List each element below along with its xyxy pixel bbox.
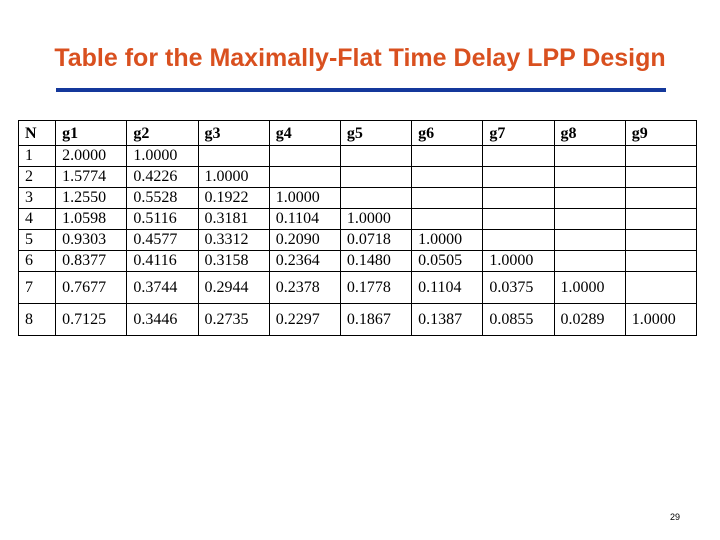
header-g3: g3	[198, 121, 269, 146]
table-cell	[554, 251, 625, 272]
table-cell: 0.3744	[127, 272, 198, 304]
table-cell	[340, 167, 411, 188]
table-cell: 1.0000	[269, 188, 340, 209]
table-cell	[625, 251, 696, 272]
table-cell	[483, 146, 554, 167]
table-cell: 0.1387	[412, 304, 483, 336]
table-cell: 0.0505	[412, 251, 483, 272]
table-cell: 0.2735	[198, 304, 269, 336]
table-row	[19, 146, 697, 167]
table-cell: 1.0000	[198, 167, 269, 188]
table-cell: 0.2364	[269, 251, 340, 272]
table-header-row	[19, 121, 697, 146]
table-cell: 0.9303	[56, 230, 127, 251]
header-g9: g9	[625, 121, 696, 146]
table-cell	[483, 167, 554, 188]
table-cell: 2	[19, 167, 56, 188]
table-cell	[340, 146, 411, 167]
table-cell	[269, 167, 340, 188]
table-cell: 0.1104	[269, 209, 340, 230]
header-g6: g6	[412, 121, 483, 146]
table-cell	[625, 167, 696, 188]
table-cell: 8	[19, 304, 56, 336]
table-cell: 1	[19, 146, 56, 167]
table-cell: 0.0718	[340, 230, 411, 251]
prototype-element-table	[18, 120, 697, 336]
table-cell	[269, 146, 340, 167]
table-cell: 0.4226	[127, 167, 198, 188]
table-cell	[625, 230, 696, 251]
table-cell	[412, 146, 483, 167]
table-cell: 0.2378	[269, 272, 340, 304]
table-cell: 4	[19, 209, 56, 230]
table-cell: 1.0000	[625, 304, 696, 336]
header-g8: g8	[554, 121, 625, 146]
table-row	[19, 188, 697, 209]
table-cell: 0.5528	[127, 188, 198, 209]
table-cell: 1.0598	[56, 209, 127, 230]
table-cell: 0.8377	[56, 251, 127, 272]
table-cell	[554, 146, 625, 167]
table-cell: 0.1104	[412, 272, 483, 304]
table-cell: 2.0000	[56, 146, 127, 167]
table-cell	[625, 272, 696, 304]
header-g5: g5	[340, 121, 411, 146]
table-cell: 0.2297	[269, 304, 340, 336]
table-row	[19, 230, 697, 251]
table-cell: 0.1778	[340, 272, 411, 304]
table-cell: 0.3446	[127, 304, 198, 336]
table-cell	[198, 146, 269, 167]
table-row	[19, 251, 697, 272]
table-cell: 0.3312	[198, 230, 269, 251]
header-g1: g1	[56, 121, 127, 146]
slide-title: Table for the Maximally-Flat Time Delay LPP Design	[54, 44, 666, 72]
table-cell: 1.0000	[412, 230, 483, 251]
table-cell: 0.7125	[56, 304, 127, 336]
table-row	[19, 272, 697, 304]
table-cell	[625, 188, 696, 209]
table-cell: 0.4577	[127, 230, 198, 251]
table-cell: 0.2944	[198, 272, 269, 304]
table-row	[19, 304, 697, 336]
table-cell	[554, 167, 625, 188]
table-cell	[412, 188, 483, 209]
table-cell: 7	[19, 272, 56, 304]
table-cell: 1.0000	[554, 272, 625, 304]
title-underline	[56, 88, 666, 92]
header-g2: g2	[127, 121, 198, 146]
table-cell	[412, 167, 483, 188]
table-cell	[483, 209, 554, 230]
table-cell: 0.1867	[340, 304, 411, 336]
prototype-table-container	[18, 120, 697, 336]
table-cell: 0.0855	[483, 304, 554, 336]
table-cell: 1.5774	[56, 167, 127, 188]
table-cell: 6	[19, 251, 56, 272]
table-cell: 1.0000	[127, 146, 198, 167]
table-cell	[625, 146, 696, 167]
table-cell	[554, 188, 625, 209]
page-number: 29	[670, 512, 681, 522]
table-row	[19, 167, 697, 188]
table-cell: 0.3158	[198, 251, 269, 272]
header-g4: g4	[269, 121, 340, 146]
table-row	[19, 209, 697, 230]
table-cell	[483, 188, 554, 209]
table-cell: 0.3181	[198, 209, 269, 230]
table-cell: 0.7677	[56, 272, 127, 304]
header-n: N	[19, 121, 56, 146]
table-cell: 1.0000	[340, 209, 411, 230]
table-cell: 1.0000	[483, 251, 554, 272]
table-cell: 5	[19, 230, 56, 251]
table-cell	[554, 230, 625, 251]
table-cell: 0.2090	[269, 230, 340, 251]
table-cell: 0.0375	[483, 272, 554, 304]
table-cell: 0.5116	[127, 209, 198, 230]
table-cell: 0.1480	[340, 251, 411, 272]
table-cell	[412, 209, 483, 230]
table-cell	[625, 209, 696, 230]
header-g7: g7	[483, 121, 554, 146]
table-cell: 3	[19, 188, 56, 209]
table-cell	[340, 188, 411, 209]
table-cell: 0.1922	[198, 188, 269, 209]
table-cell: 0.4116	[127, 251, 198, 272]
table-cell: 0.0289	[554, 304, 625, 336]
table-cell: 1.2550	[56, 188, 127, 209]
table-cell	[554, 209, 625, 230]
table-cell	[483, 230, 554, 251]
